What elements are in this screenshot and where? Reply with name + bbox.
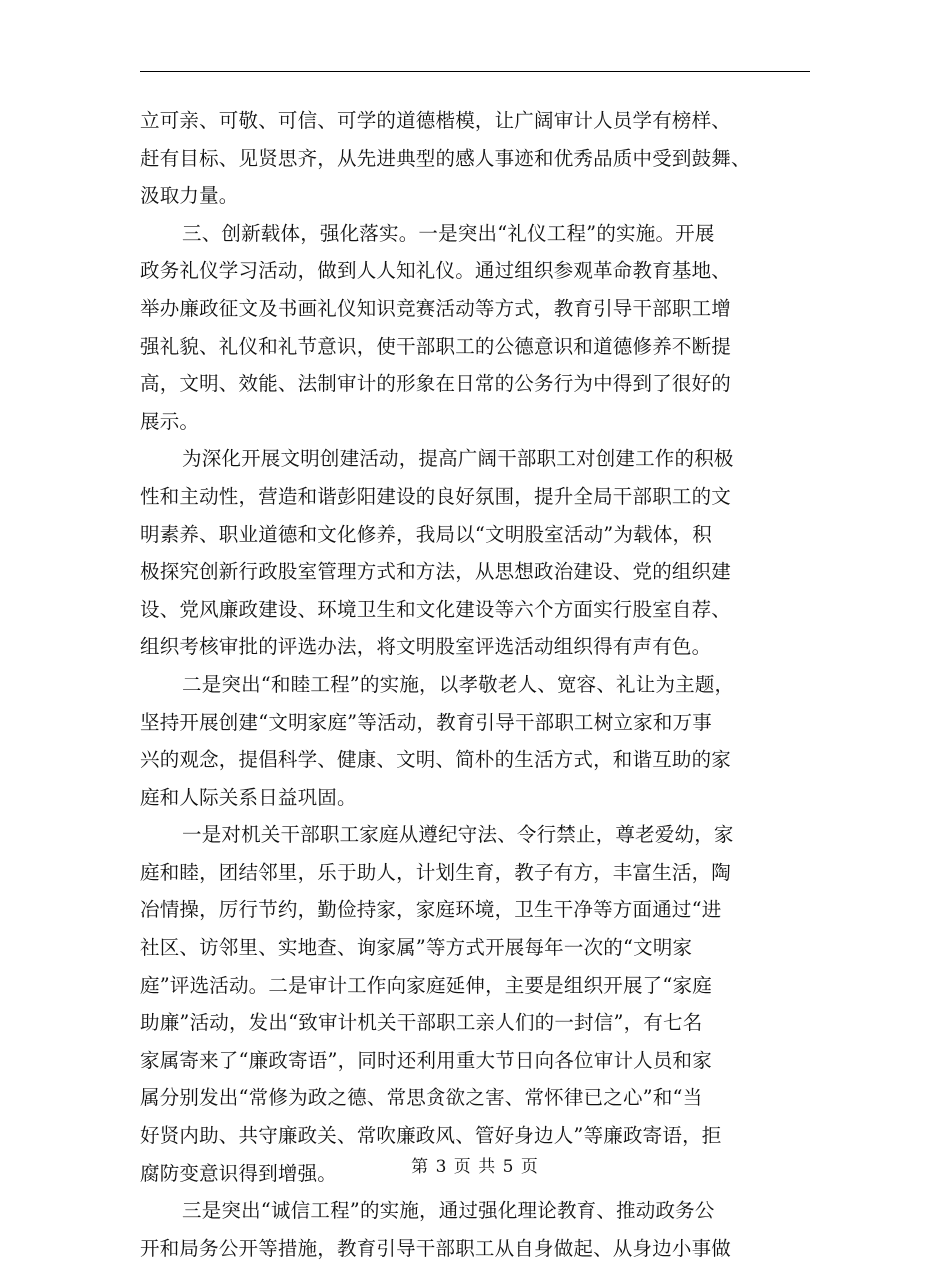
text-line: 助廉”活动，发出“致审计机关干部职工亲人们的一封信”，有七名 [140,1011,703,1035]
text-line: 赶有目标、见贤思齐，从先进典型的感人事迹和优秀品质中受到鼓舞、 [140,146,751,170]
text-line: 性和主动性，营造和谐彭阳建设的良好氛围，提升全局干部职工的文 [140,484,732,508]
text-line: 开和局务公开等措施，教育引导干部职工从自身做起、从身边小事做 [140,1236,732,1260]
text-line: 强礼貌、礼仪和礼节意识，使干部职工的公德意识和道德修养不断提 [140,334,732,358]
text-line: 三、创新载体，强化落实。一是突出“礼仪工程”的实施。开展 [182,221,715,245]
text-line: 极探究创新行政股室管理方式和方法，从思想政治建设、党的组织建 [140,560,732,584]
text-line: 立可亲、可敬、可信、可学的道德楷模，让广阔审计人员学有榜样、 [140,109,732,132]
text-line: 二是突出“和睦工程”的实施，以孝敬老人、宽容、礼让为主题， [182,672,735,696]
text-line: 为深化开展文明创建活动，提高广阔干部职工对创建工作的积极 [182,447,734,471]
text-line: 腐防变意识得到增强。 [140,1161,338,1185]
text-line: 三是突出“诚信工程”的实施，通过强化理论教育、推动政务公 [182,1199,715,1223]
text-line: 属分别发出“常修为政之德、常思贪欲之害、常怀律已之心”和“当 [140,1086,703,1110]
text-line: 展示。 [140,409,200,433]
text-line: 庭和睦，团结邻里，乐于助人，计划生育，教子有方，丰富生活，陶 [140,860,732,884]
text-line: 家属寄来了“廉政寄语”，同时还利用重大节日向各位审计人员和家 [140,1048,712,1072]
text-line: 冶情操，厉行节约，勤俭持家，家庭环境，卫生干净等方面通过“进 [140,898,722,922]
text-line: 汲取力量。 [140,184,239,208]
text-line: 明素养、职业道德和文化修养，我局以“文明股室活动”为载体，积 [140,522,712,546]
text-line: 设、党风廉政建设、环境卫生和文化建设等六个方面实行股室自荐、 [140,597,732,621]
text-line: 庭”评选活动。二是审计工作向家庭延伸，主要是组织开展了“家庭 [140,973,712,997]
text-line: 高，文明、效能、法制审计的形象在日常的公务行为中得到了很好的 [140,372,732,396]
body-text [140,102,810,1267]
text-line: 社区、访邻里、实地查、询家属”等方式开展每年一次的“文明家 [140,936,693,960]
text-line: 坚持开展创建“文明家庭”等活动，教育引导干部职工树立家和万事 [140,710,712,734]
text-line: 好贤内助、共守廉政关、常吹廉政风、管好身边人”等廉政寄语，拒 [140,1124,722,1148]
text-line: 一是对机关干部职工家庭从遵纪守法、令行禁止，尊老爱幼，家 [182,823,734,847]
text-line: 兴的观念，提倡科学、健康、文明、简朴的生活方式，和谐互助的家 [140,748,732,772]
text-line: 政务礼仪学习活动，做到人人知礼仪。通过组织参观革命教育基地、 [140,259,732,283]
text-line: 组织考核审批的评选办法，将文明股室评选活动组织得有声有色。 [140,635,712,659]
text-line: 庭和人际关系日益巩固。 [140,785,357,809]
header-rule [140,71,810,72]
page-footer: 第 3 页 共 5 页 [411,1157,539,1177]
text-line: 举办廉政征文及书画礼仪知识竞赛活动等方式，教育引导干部职工增 [140,296,732,320]
